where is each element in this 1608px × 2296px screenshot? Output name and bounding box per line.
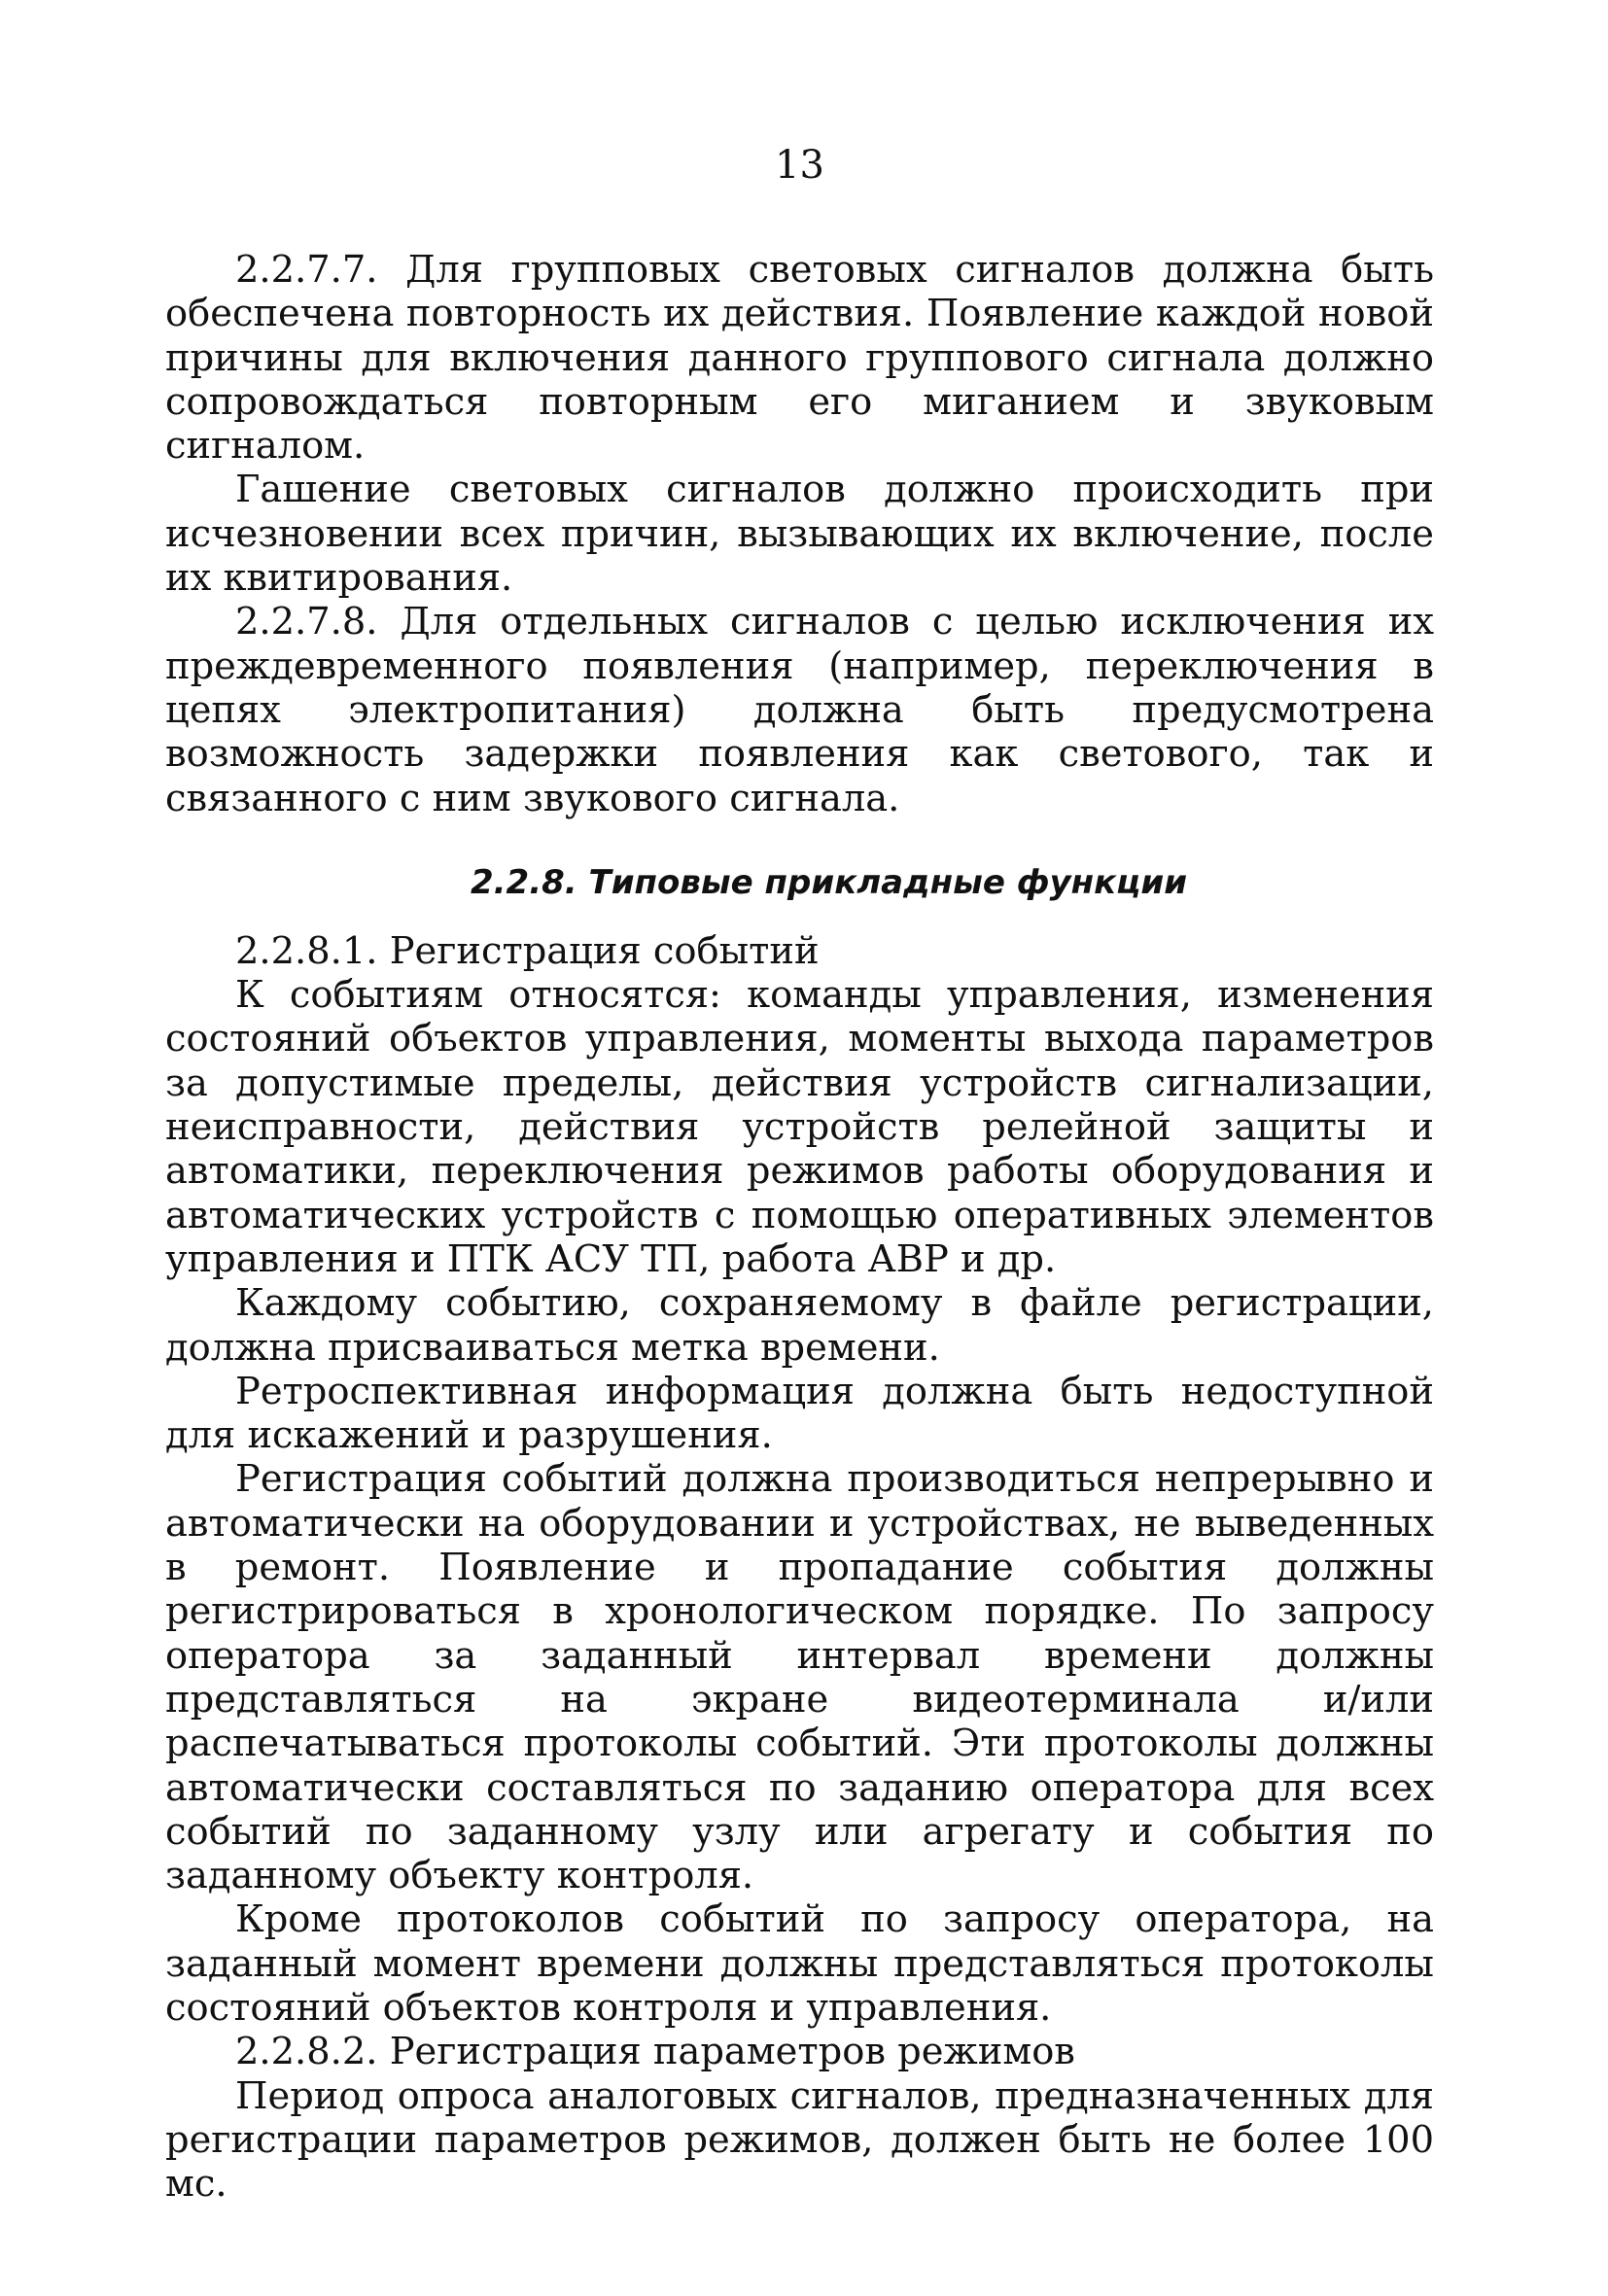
document-page: [165, 143, 1434, 2207]
paragraph-2-2-7-8: 2.2.7.8. Для отдельных сигналов с целью исключения их преждевременного появления (например, переключения в цепях электропитания) должна быть предусмотрена возможность задержки появления как светового, так и связанного с ним звукового сигнала.: [165, 600, 1434, 820]
paragraph-polling-period: Период опроса аналоговых сигналов, предназначенных для регистрации параметров режимов, должен быть не более 100 мс.: [165, 2073, 1434, 2207]
subsection-title-mode-parameters: 2.2.8.2. Регистрация параметров режимов: [235, 2030, 1075, 2074]
paragraph-retrospective: Ретроспективная информация должна быть недоступной для искажений и разрушения.: [165, 1369, 1434, 1458]
paragraph-registration-continuous: Регистрация событий должна производиться непрерывно и автоматически на оборудовании и устройствах, не выведенных в ремонт. Появление и пропадание события должны регистрироваться в хронологическом порядке. По запросу оператора за заданный интервал времени должны представляться на экране видеотерминала и/или распечатываться протоколы событий. Эти протоколы должны автоматически составляться по заданию оператора для всех событий по заданному узлу или агрегату и события по заданному объекту контроля.: [165, 1457, 1434, 1898]
subsection-title-event-registration: 2.2.8.1. Регистрация событий: [235, 928, 820, 973]
paragraph-state-protocols: Кроме протоколов событий по запросу оператора, на заданный момент времени должны представляться протоколы состояний объектов контроля и управления.: [165, 1897, 1434, 2030]
paragraph-events-list: К событиям относятся: команды управления, изменения состояний объектов управления, моменты выхода параметров за допустимые пределы, действия устройств сигнализации, неисправности, действия устройств релейной защиты и автоматики, переключения режимов работы оборудования и автоматических устройств с помощью оперативных элементов управления и ПТК АСУ ТП, работа АВР и др.: [165, 973, 1434, 1281]
paragraph-time-stamp: Каждому событию, сохраняемому в файле регистрации, должна присваиваться метка времени.: [165, 1281, 1434, 1370]
page-number: 13: [775, 143, 824, 188]
paragraph-signal-extinguish: Гашение световых сигналов должно происходить при исчезновении всех причин, вызывающих их включение, после их квитирования.: [165, 468, 1434, 601]
section-heading: 2.2.8. Типовые прикладные функции: [470, 862, 1188, 902]
paragraph-2-2-7-7: 2.2.7.7. Для групповых световых сигналов должна быть обеспечена повторность их действия. Появление каждой новой причины для включения данного группового сигнала должно сопровождаться повторным его миганием и звуковым сигналом.: [165, 248, 1434, 469]
